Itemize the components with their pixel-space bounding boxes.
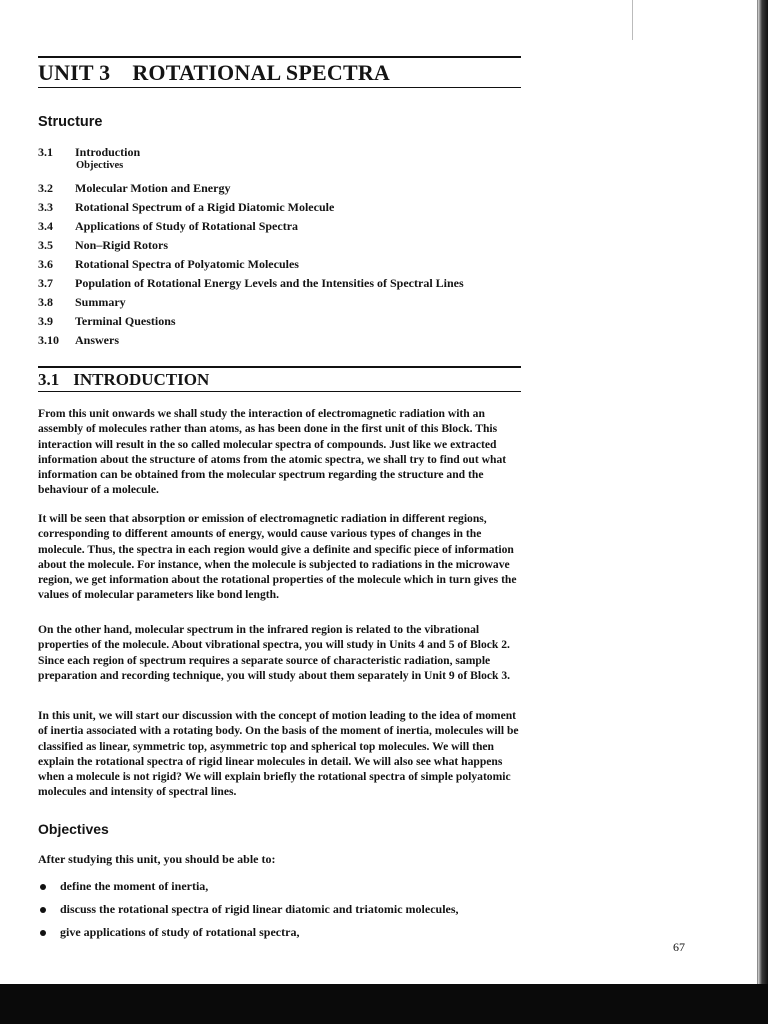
- toc-item-label: Population of Rotational Energy Levels and the Intensities of Spectral Lines: [75, 276, 464, 290]
- intro-paragraph-4: In this unit, we will start our discussion with the concept of motion leading to the idea of moment of inertia associated with a rotating body. On the basis of the moment of inertia, molecules will be classified as linear, symmetric top, asymmetric top and spherical top molecules. We will then explain the rotational spectra of rigid linear molecules in detail. We will also see what happens when a molecule is not rigid? We will explain briefly the rotational spectra of simple polyatomic molecules and intensity of spectral lines.: [38, 709, 519, 799]
- toc-item-number: 3.6: [38, 257, 53, 271]
- toc-item-label: Introduction: [75, 145, 141, 159]
- toc-item-label: Non–Rigid Rotors: [75, 238, 169, 252]
- title-underline: [38, 87, 521, 88]
- toc-item-number: 3.4: [38, 219, 53, 233]
- toc-item-number: 3.10: [38, 333, 59, 347]
- scan-bottom-band: [0, 984, 768, 1024]
- section-underline: [38, 391, 521, 392]
- toc-item-number: 3.5: [38, 238, 53, 252]
- top-rule: [38, 56, 521, 58]
- unit-title-text: ROTATIONAL SPECTRA: [132, 60, 390, 85]
- objectives-intro: After studying this unit, you should be able to:: [38, 852, 276, 866]
- bullet-icon: [40, 884, 46, 890]
- objective-text: give applications of study of rotational spectra,: [60, 925, 300, 939]
- bullet-icon: [40, 930, 46, 936]
- bullet-icon: [40, 907, 46, 913]
- toc-item-number: 3.3: [38, 200, 53, 214]
- toc-item-label: Applications of Study of Rotational Spectra: [75, 219, 299, 233]
- section-heading: [38, 370, 209, 390]
- toc-item-number: 3.7: [38, 276, 53, 290]
- toc-item-label: Rotational Spectrum of a Rigid Diatomic Molecule: [75, 200, 335, 214]
- objective-text: define the moment of inertia,: [60, 879, 209, 893]
- intro-paragraph-2: It will be seen that absorption or emission of electromagnetic radiation in different regions, corresponding to different amounts of energy, would cause various types of changes in the molecule. Thus, the spectra in each region would give a definite and specific piece of information about the molecule. For instance, when the molecule is subjected to radiations in the microwave region, we get information about the rotational properties of the molecule which in turn gives the values of molecular parameters like bond length.: [38, 512, 517, 602]
- page-number: 67: [673, 940, 685, 954]
- toc-item-number: 3.8: [38, 295, 53, 309]
- toc-item-number: 3.1: [38, 145, 53, 159]
- section-top-rule: [38, 366, 521, 368]
- toc-item-label: Summary: [75, 295, 126, 309]
- toc-item-label: Rotational Spectra of Polyatomic Molecules: [75, 257, 299, 271]
- toc-item-number: 3.2: [38, 181, 53, 195]
- unit-title: [38, 60, 390, 86]
- toc-item-label: Molecular Motion and Energy: [75, 181, 231, 195]
- toc-subitem-label: Objectives: [76, 160, 124, 171]
- intro-paragraph-3: On the other hand, molecular spectrum in the infrared region is related to the vibrational properties of the molecule. About vibrational spectra, you will study in Units 4 and 5 of Block 2. Since each region of spectrum requires a separate source of characteristic radiation, sample preparation and recording technique, you will study about them separately in Unit 9 of Block 3.: [38, 623, 511, 682]
- toc-item-number: 3.9: [38, 314, 53, 328]
- toc-item-label: Terminal Questions: [75, 314, 176, 328]
- objectives-heading: Objectives: [38, 821, 109, 837]
- scan-edge-shadow: [758, 0, 768, 985]
- intro-paragraph-1: From this unit onwards we shall study the interaction of electromagnetic radiation with an assembly of molecules rather than atoms, as has been done in the first unit of this Block. This interaction will result in the so called molecular spectra of compounds. Just like we extracted information about the structure of atoms from the atomic spectra, we shall try to find out what information can be obtained from the molecular spectrum regarding the structure and the behaviour of a molecule.: [38, 407, 507, 497]
- scan-mark: [632, 0, 633, 40]
- toc-item-label: Answers: [75, 333, 119, 347]
- structure-heading: Structure: [38, 114, 103, 130]
- section-number: 3.1: [38, 370, 60, 389]
- objective-text: discuss the rotational spectra of rigid linear diatomic and triatomic molecules,: [60, 902, 459, 916]
- section-title: INTRODUCTION: [73, 370, 210, 389]
- unit-number: UNIT 3: [38, 60, 111, 85]
